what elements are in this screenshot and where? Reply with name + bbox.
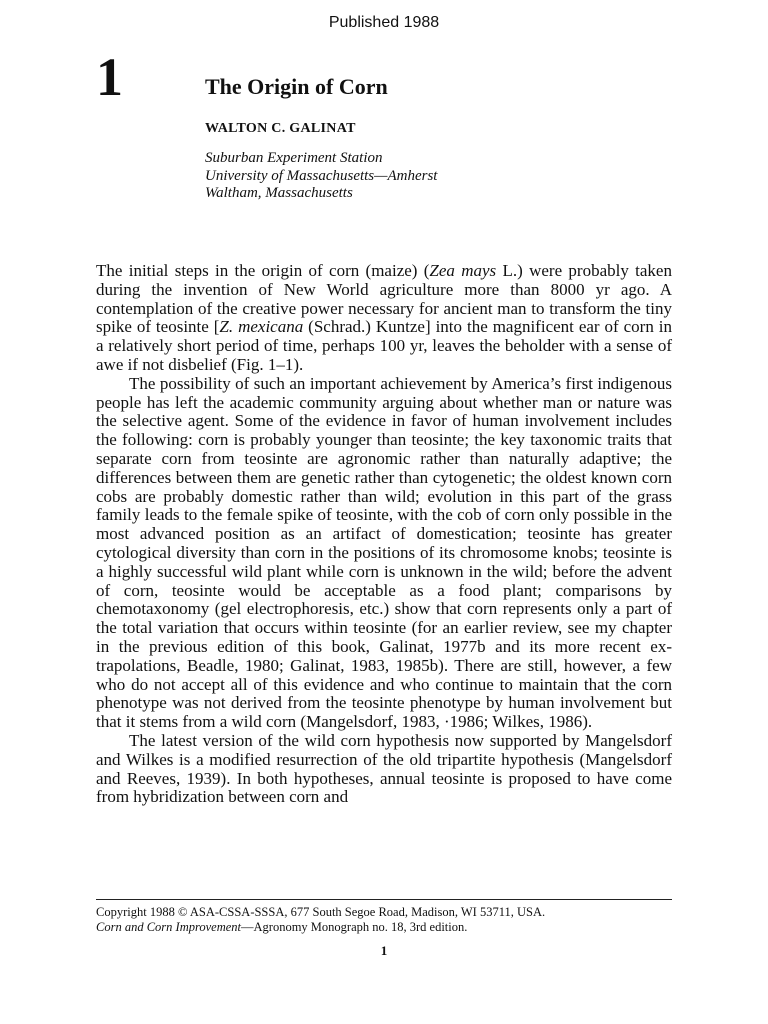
chapter-title: The Origin of Corn	[205, 74, 388, 99]
author-name: WALTON C. GALINAT	[205, 121, 356, 136]
text-run: The initial steps in the origin of corn (maize) (	[96, 261, 430, 280]
chapter-number: 1	[96, 47, 123, 107]
book-title: Corn and Corn Improvement	[96, 919, 242, 934]
scientific-name: Z. mexicana	[219, 317, 304, 337]
footnote-divider	[96, 899, 672, 900]
affiliation-line: University of Massachusetts—Amherst	[205, 167, 438, 184]
author-affiliation	[205, 150, 437, 203]
monograph-detail: —Agronomy Monograph no. 18, 3rd edition.	[241, 919, 468, 934]
paragraph-1	[96, 262, 672, 375]
copyright-line: Copyright 1988 © ASA-CSSA-SSSA, 677 South Segoe Road, Madison, WI 53711, USA.	[96, 905, 546, 919]
affiliation-line: Waltham, Massachusetts	[205, 185, 353, 201]
text-run: L.) were probably taken during the invention of New World agriculture more than 8000 yr ago. A contemplation of the creative power necessary for ancient man to transform the tiny spike of teosinte [	[96, 261, 672, 337]
copyright-footnote	[96, 905, 676, 934]
scientific-name: Zea mays	[429, 261, 497, 280]
published-header: Published 1988	[328, 14, 440, 31]
paragraph-3: The latest version of the wild corn hypothesis now supported by Mangelsdorf and Wilkes is a modified resurrection of the old tripartite hypothesis (Mangelsdorf and Reeves, 1939). In both hypotheses, annual teosinte is proposed to have come from hybridization between corn and	[96, 730, 672, 807]
body-text	[96, 262, 672, 807]
text-run: (Schrad.) Kuntze] into the magnificent ear of corn in a relatively short period of time, perhaps 100 yr, leaves the beholder with a sense of awe if not disbelief (Fig. 1–1).	[96, 317, 672, 374]
affiliation-line: Suburban Experiment Station	[205, 150, 383, 166]
monograph-line	[96, 920, 676, 935]
page-number: 1	[380, 943, 388, 958]
paragraph-2: The possibility of such an important achievement by America’s first indigenous people has left the academic community arguing about whether man or nature was the selective agent. Some of the evidence in favor of human involvement includes the following: corn is probably younger than teosinte; the key taxonomic traits that separate corn from teosinte are agronomic rather than naturally adaptive; the differences between them are genetic rather than cytogenetic; the oldest known corn cobs are probably domestic rather than wild; evolution in this part of the grass family leads to the female spike of teosinte, with the cob of corn only possible in the most advanced position as an artifact of domestication; teosinte has greater cytological diversity than corn in the positions of its chromosome knobs; teosinte is a highly successful wild plant while corn is unknown in the wild; before the advent of corn, teosinte would be acceptable as a food plant; comparisons by chemotaxonomy (gel electrophoresis, etc.) show that corn represents only a part of the total variation that occurs within teosinte (for an earlier review, see my chapter in the previous edition of this book, Galinat, 1977b and its more recent extrapolations, Beadle, 1980; Galinat, 1983, 1985b). There are still, however, a few who do not accept all of this evidence and who continue to maintain that the corn phenotype was not derived from the teosinte phenotype by human involvement but that it stems from a wild corn (Mangelsdorf, 1983, ·1986; Wilkes, 1986).	[96, 373, 672, 732]
